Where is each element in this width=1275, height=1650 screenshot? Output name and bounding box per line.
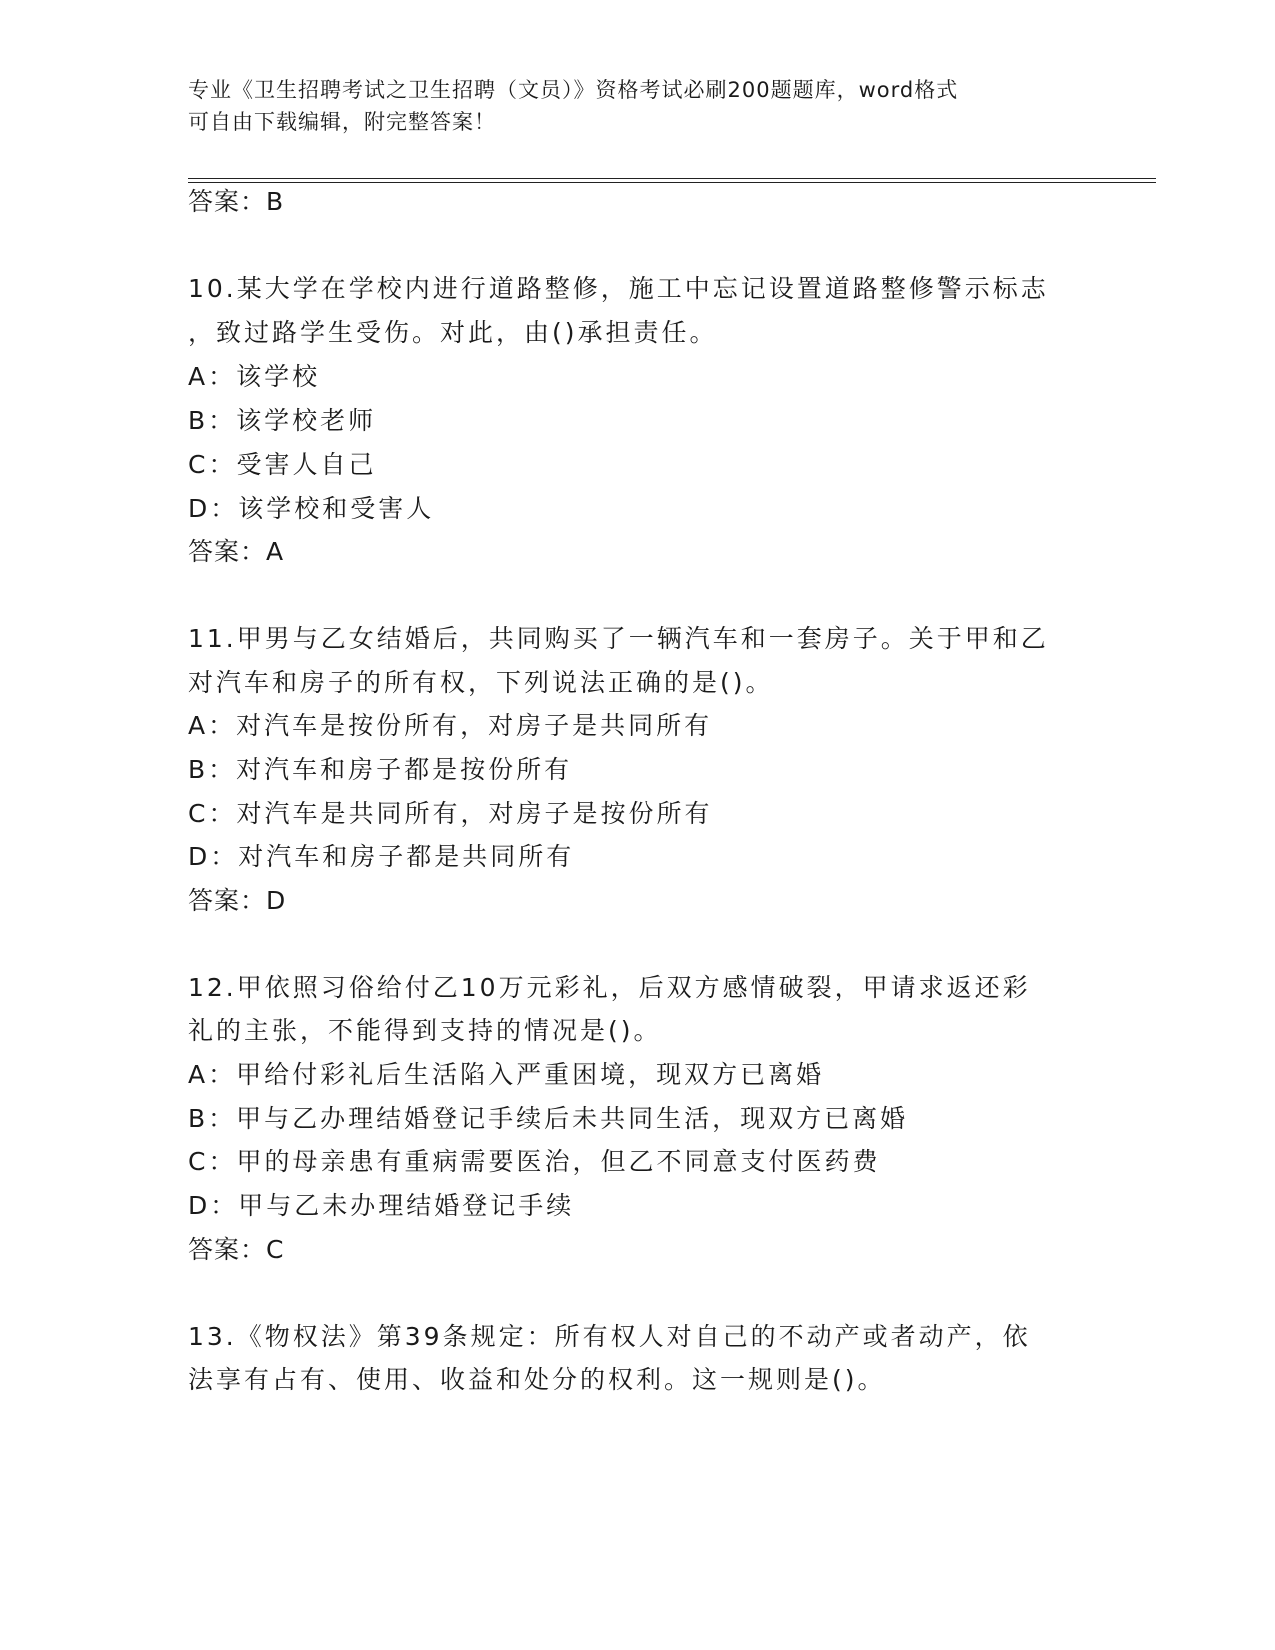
question-11-option-d: D：对汽车和房子都是共同所有 (188, 842, 575, 871)
question-12-answer: 答案：C (188, 1235, 285, 1264)
question-11-option-b: B：对汽车和房子都是按份所有 (188, 755, 573, 784)
question-12-option-a: A：甲给付彩礼后生活陷入严重困境，现双方已离婚 (188, 1060, 825, 1089)
question-10-option-c: C：受害人自己 (188, 450, 377, 479)
question-10-option-a: A：该学校 (188, 362, 321, 391)
question-11-line-2: 对汽车和房子的所有权，下列说法正确的是()。 (188, 668, 774, 697)
question-10-answer: 答案：A (188, 537, 285, 566)
answer-prev: 答案：B (188, 187, 285, 216)
question-13-line-1: 13.《物权法》第39条规定：所有权人对自己的不动产或者动产，依 (188, 1322, 1031, 1351)
question-11-option-a: A：对汽车是按份所有，对房子是共同所有 (188, 711, 713, 740)
question-10-line-1: 10.某大学在学校内进行道路整修，施工中忘记设置道路整修警示标志 (188, 274, 1049, 303)
question-11-option-c: C：对汽车是共同所有，对房子是按份所有 (188, 799, 713, 828)
question-12-line-1: 12.甲依照习俗给付乙10万元彩礼，后双方感情破裂，甲请求返还彩 (188, 973, 1031, 1002)
question-13-line-2: 法享有占有、使用、收益和处分的权利。这一规则是()。 (188, 1365, 886, 1394)
header-line-2: 可自由下载编辑，附完整答案！ (188, 110, 496, 134)
question-12-line-2: 礼的主张，不能得到支持的情况是()。 (188, 1016, 662, 1045)
question-10-option-b: B：该学校老师 (188, 406, 377, 435)
question-12-option-b: B：甲与乙办理结婚登记手续后未共同生活，现双方已离婚 (188, 1104, 909, 1133)
question-12-option-d: D：甲与乙未办理结婚登记手续 (188, 1191, 575, 1220)
question-10-line-2: ，致过路学生受伤。对此，由()承担责任。 (188, 318, 718, 347)
question-10-option-d: D：该学校和受害人 (188, 494, 435, 523)
question-12-option-c: C：甲的母亲患有重病需要医治，但乙不同意支付医药费 (188, 1147, 881, 1176)
header-line-1: 专业《卫生招聘考试之卫生招聘（文员）》资格考试必刷200题题库，word格式 (188, 78, 959, 102)
question-11-line-1: 11.甲男与乙女结婚后，共同购买了一辆汽车和一套房子。关于甲和乙 (188, 624, 1049, 653)
page-header (188, 74, 1088, 138)
question-11-answer: 答案：D (188, 886, 287, 915)
header-rule-bottom (188, 182, 1156, 183)
header-rule-top (188, 178, 1156, 179)
